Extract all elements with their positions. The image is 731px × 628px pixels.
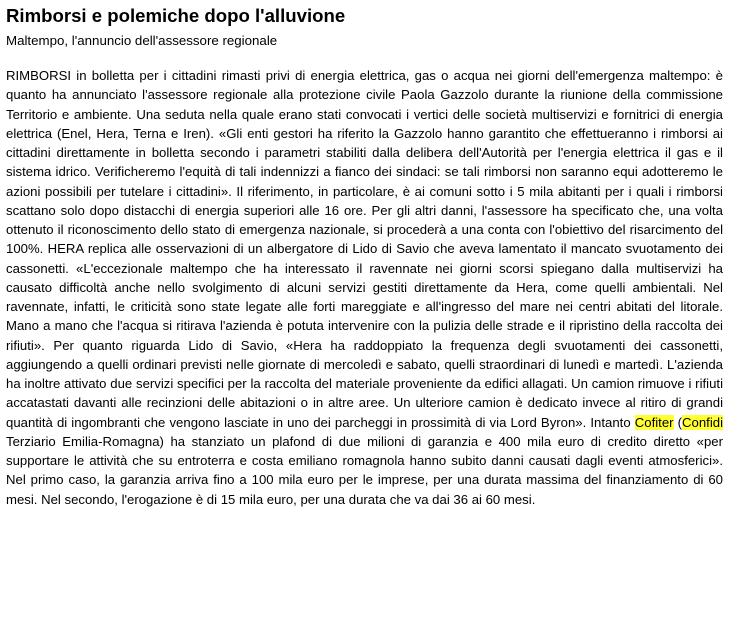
article-body-part-1: RIMBORSI in bolletta per i cittadini rimasti privi di energia elettrica, gas o acqua nei giorni dell'emergenza maltempo: è quanto ha annunciato l'assessore regionale alla protezione civile Paola Gazzolo durante la riunione della commissione Territorio e ambiente. Una seduta nella quale erano stati convocati i vertici delle società multiservizi e fornitrici di energia elettrica (Enel, Hera, Terna e Iren). «Gli enti gestori ha riferito la Gazzolo hanno garantito che effettueranno i rimborsi ai cittadini direttamente in bolletta secondo i parametri stabiliti dalla delibera dell'Autorità per l'energia elettrica il gas e il sistema idrico. Verificheremo l'equità di tali indennizzi a fianco dei sindaci: se tali rimborsi non saranno equi adotteremo le azioni possibili per tutelare i cittadini». Il riferimento, in particolare, è ai comuni sotto i 5 mila abitanti per i quali i rimborsi scattano solo dopo distacchi di energia superiori alle 16 ore. Per gli altri danni, l'assessore ha specificato che, una volta ottenuto il riconoscimento dello stato di emergenza nazionale, si procederà a una conta con l'obiettivo del risarcimento del 100%. HERA replica alle osservazioni di un albergatore di Lido di Savio che aveva lamentato il mancato svuotamento dei cassonetti. «L'eccezionale maltempo che ha interessato il ravennate nei giorni scorsi spiegano dalla multiservizi ha causato difficoltà anche nello svolgimento di alcuni servizi gestiti direttamente da Hera, come quelli ambientali. Nel ravennate, infatti, le criticità sono state legate alle forti mareggiate e all'ingresso del mare nei centri abitati del litorale. Mano a mano che l'acqua si ritirava l'azienda è potuta intervenire con la pulizia delle strade e il ripristino della raccolta dei rifiuti». Per quanto riguarda Lido di Savio, «Hera ha raddoppiato la frequenza degli svuotamenti dei cassonetti, aggiungendo a quelli ordinari previsti nelle giornate di mercoledì e sabato, quelli straordinari di lunedì e martedì. L'azienda ha inoltre attivato due servizi specifici per la raccolta del materiale proveniente da edifici allagati. Un camion rimuove i rifiuti accatastati davanti alle recinzioni delle abitazioni o in altre aree. Un ulteriore camion è dedicato invece al ritiro di grandi quantità di ingombranti che vengono lasciate in uno dei parcheggi in prossimità di via Lord Byron». Intanto bbox=[6, 68, 723, 430]
article-body bbox=[6, 66, 723, 509]
article-body-separator: ( bbox=[673, 414, 683, 430]
highlight-confidi: Confidi bbox=[682, 414, 724, 430]
article-title: Rimborsi e polemiche dopo l'alluvione bbox=[6, 5, 346, 26]
article-subtitle: Maltempo, l'annuncio dell'assessore regionale bbox=[6, 33, 278, 48]
highlight-cofiter: Cofiter bbox=[634, 414, 674, 430]
article-body-part-2: Terziario Emilia-Romagna) ha stanziato un plafond di due milioni di garanzia e 400 mila euro di credito diretto «per supportare le attività che su entroterra e costa emiliano romagnola hanno subito danni causati dagli eventi atmosferici». Nel primo caso, la garanzia arriva fino a 100 mila euro per le imprese, per una durata massima del finanziamento di 60 mesi. Nel secondo, l'erogazione è di 15 mila euro, per una durata che va dai 36 ai 60 mesi. bbox=[6, 433, 723, 507]
